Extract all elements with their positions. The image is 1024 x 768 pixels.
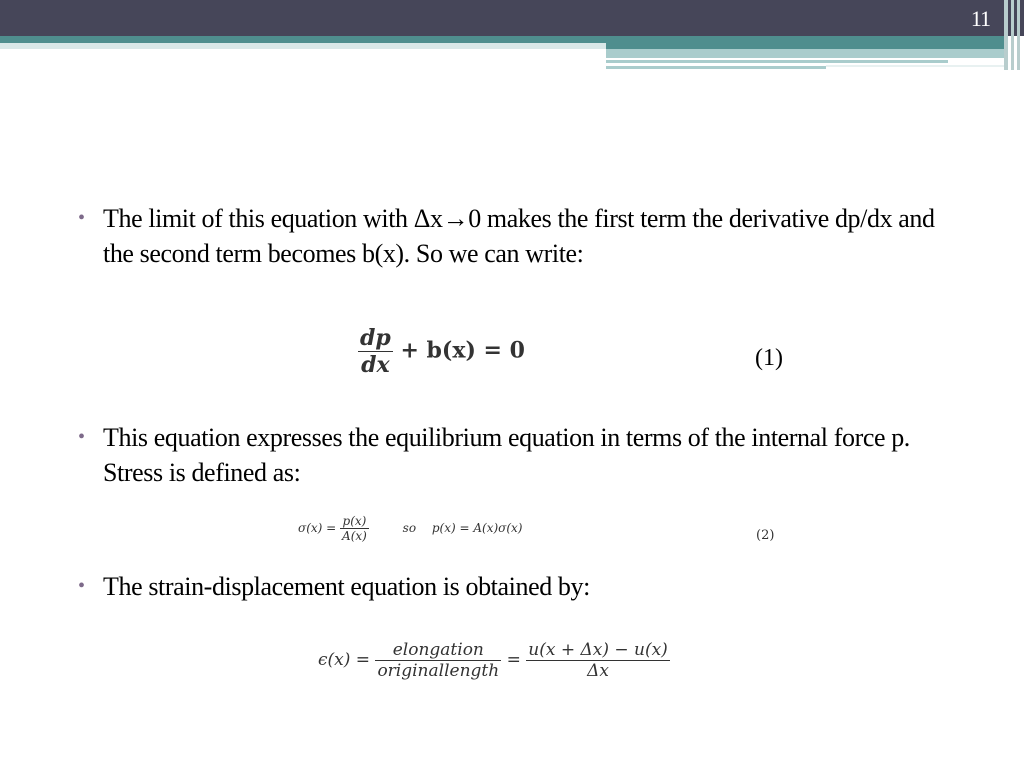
bullet-text: The limit of this equation with Δx→0 makes the first term the derivative dp/dx and the second term becomes b(x). So we can write: [103,204,935,268]
bullet-item [78,569,958,604]
header-vertical-bar [1011,0,1014,70]
header-light-strip [0,43,606,49]
fraction-denominator: originallength [377,661,500,681]
equation-connector: so [402,521,417,535]
bullet-text: The strain-displacement equation is obtained by: [103,572,590,601]
equation-lhs: σ(x) = [298,521,337,535]
header-vertical-bar [1004,0,1008,70]
equation-rest: + b(x) = 0 [400,337,525,364]
header-vertical-bar [1017,0,1020,70]
slide-number: 11 [970,6,990,31]
bullet-dot-icon: • [78,575,85,597]
equation-lhs: ϵ(x) = [318,650,371,670]
fraction-denominator: A(x) [342,529,367,543]
fraction-denominator: dx [358,351,393,378]
equation-2-tag: (2) [756,528,775,543]
fraction-numerator: dp [360,325,391,351]
header-dark-band [0,0,1024,36]
header-accent-line [606,60,948,63]
fraction-numerator: elongation [392,640,484,660]
fraction [375,640,501,681]
fraction-denominator: Δx [526,660,670,681]
fraction-numerator: p(x) [342,514,367,528]
header-accent-line [606,66,826,69]
equation-rhs: p(x) = A(x)σ(x) [431,521,523,535]
fraction [526,640,670,681]
bullet-text: This equation expresses the equilibrium equation in terms of the internal force p. Stress is defined as: [103,423,910,487]
bullet-dot-icon: • [78,426,85,448]
fraction [340,514,369,543]
bullet-dot-icon: • [78,207,85,229]
equation-1-tag: (1) [755,345,783,371]
fraction-numerator: u(x + Δx) − u(x) [528,640,668,660]
equals-sign: = [506,650,521,670]
equation-2 [298,514,523,543]
bullet-item [78,420,958,490]
fraction [358,325,393,378]
equation-1 [358,325,525,378]
header-accent-strip [606,49,1004,58]
bullet-item [78,201,958,271]
header-accent-line [826,65,1004,67]
equation-3 [318,640,670,681]
